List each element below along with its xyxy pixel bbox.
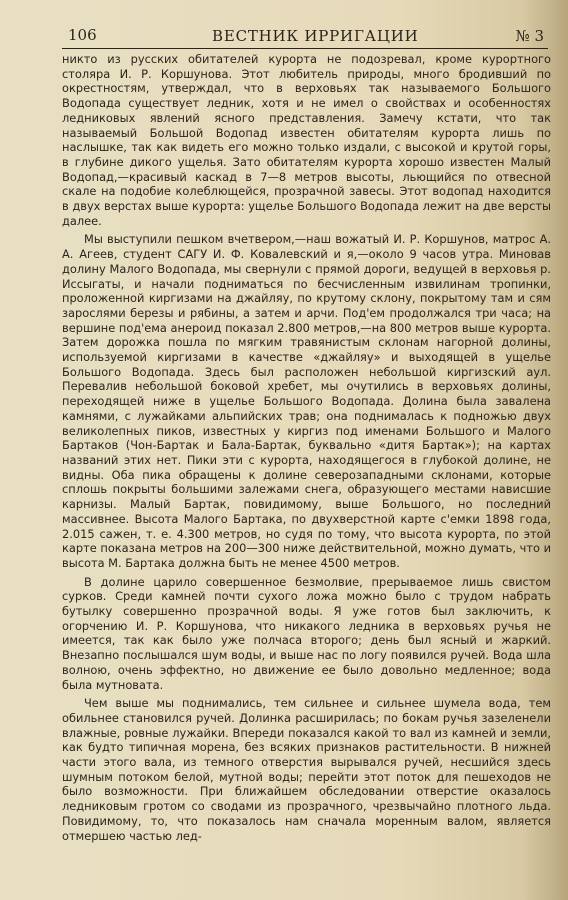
issue-number: № 3 (515, 27, 544, 45)
paragraph-2: Мы выступили пешком вчетвером,—наш вожатый И. Р. Коршунов, матрос А. А. Агеев, студент САГУ И. Ф. Ковалевский и я,—около 9 часов утра. Миновав долину Малого Водопада, мы свернули с прямой дороги, ведущей в верховья р. Иссыгаты, и начали подниматься по бесчисленным извилинам тропинки, проложенной киргизами на джайляу, по крутому склону, покрытому там и сям зарослями березы и рябины, а затем и арчи. Под'ем продолжался три часа; на вершине под'ема анероид показал 2.800 метров,—на 800 метров выше курорта. Затем дорожка пошла по мягким травянистым склонам нагорной долины, используемой киргизами в качестве «джайляу» и выходящей в ущелье Большого Водопада. Здесь был расположен небольшой киргизский аул. Перевалив небольшой боковой хребет, мы очутились в верховьях долины, переходящей ниже в ущелье Большого Водопада. Долина была завалена камнями, с лужайками альпийских трав; она поднималась к подножью двух великолепных пиков, известных у киргиз под именами Большого и Малого Бартаков (Чон-Бартак и Бала-Бартак, буквально «дитя Бартак»); на картах названий этих нет. Пики эти с курорта, находящегося в глубокой долине, не видны. Оба пика обращены к долине северозападными склонами, которые сплошь покрыты большими залежами снега, образующего местами нависшие карнизы. Малый Бартак, повидимому, выше Большого, но последний массивнее. Высота Малого Бартака, по двухверстной карте с'емки 1898 года, 2.015 сажен, т. е. 4.300 метров, но судя по тому, что высота курорта, по этой карте показана метров на 200—300 ниже действительной, можно думать, что и высота М. Бартака должна быть не менее 4500 метров. (62, 232, 551, 570)
paragraph-3: В долине царило совершенное безмолвие, прерываемое лишь свистом сурков. Среди камней почти сухого ложа можно было с трудом набрать бутылку совершенно прозрачной воды. Я уже готов был заключить, к огорчению И. Р. Коршунова, что никакого ледника в верховьях ручья не имеется, так как было уже полчаса второго; день был ясный и жаркий. Внезапно послышался шум воды, и выше нас по логу появился ручей. Вода шла волною, очень эффектно, но движение ее было довольно медленное; вода была мутновата. (62, 574, 551, 692)
page-number: 106 (68, 26, 97, 44)
paragraph-1: никто из русских обитателей курорта не подозревал, кроме курортного столяра И. Р. Коршунова. Этот любитель природы, много бродивший по окрестностям, утверждал, что в верховьях так называемого Большого Водопада существует ледник, хотя и не имел о свойствах и особенностях ледниковых явлений ясного представления. Замечу кстати, что так называемый Большой Водопад известен обитателям курорта лишь по наслышке, так как видеть его можно только издали, с высокой и крутой горы, в глубине дикого ущелья. Зато обитателям курорта хорошо известен Малый Водопад,—красивый каскад в 7—8 метров высоты, льющийся по отвесной скале на подобие колеблющейся, прозрачной завесы. Этот водопад находится в двух верстах выше курорта: ущелье Большого Водопада лежит на две версты далее. (62, 52, 551, 228)
article-body (62, 52, 551, 847)
page-header (62, 24, 548, 49)
paragraph-4: Чем выше мы поднимались, тем сильнее и сильнее шумела вода, тем обильнее становился ручей. Долинка расширилась; по бокам ручья зазеленели влажные, ровные лужайки. Впереди показался какой то вал из камней и земли, как будто типичная морена, без всяких признаков растительности. В нижней части этого вала, из темного отверстия вырывался ручей, несшийся здесь шумным потоком белой, мутной воды; перейти этот поток для пешеходов не было возможности. При ближайшем обследовании отверстие оказалось ледниковым гротом со сводами из прозрачного, чрезвычайно плотного льда. Повидимому, то, что показалось нам сначала моренным валом, является отмершею частью лед- (62, 696, 551, 843)
journal-title: ВЕСТНИК ИРРИГАЦИИ (212, 27, 419, 45)
